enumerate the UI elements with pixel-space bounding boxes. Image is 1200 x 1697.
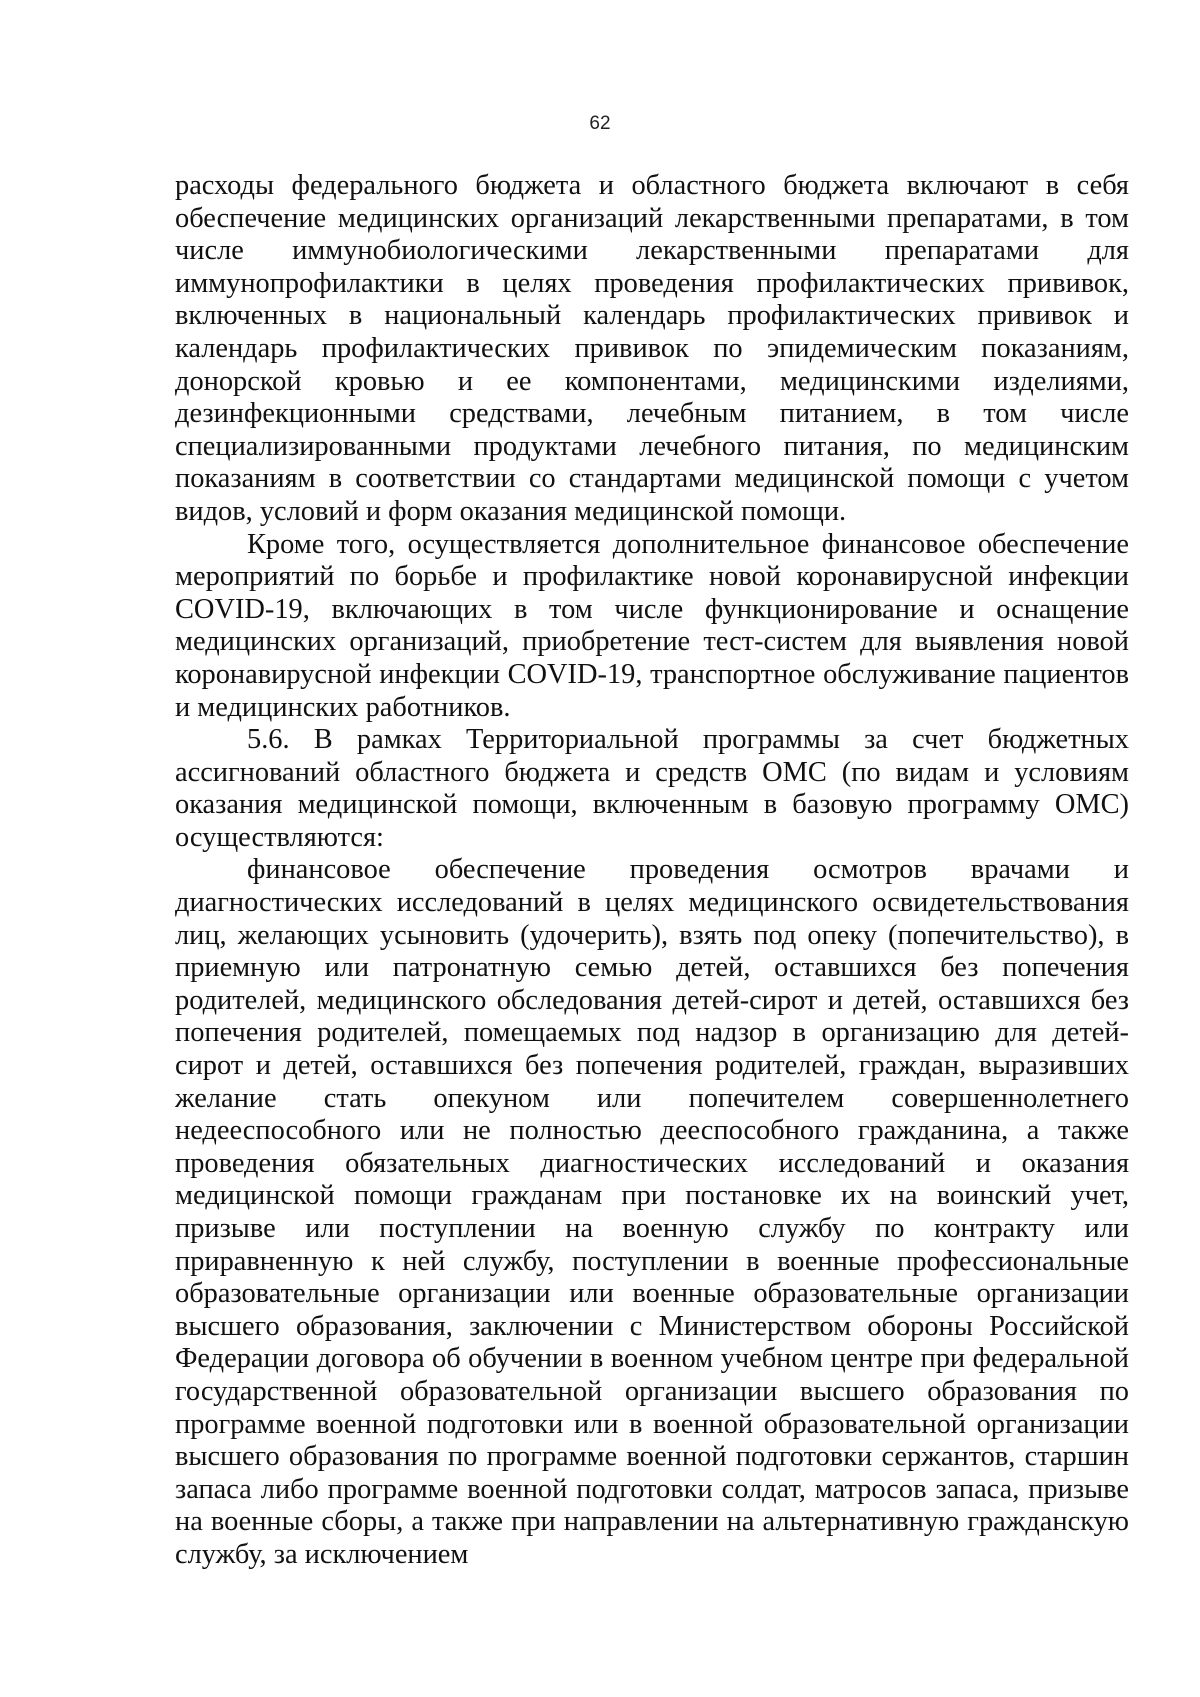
paragraph-expenses: расходы федерального бюджета и областного бюджета включают в себя обеспечение медицинских организаций лекарственными препаратами, в том числе иммунобиологическими лекарственными препаратами для иммунопрофилактики в целях проведения профилактических прививок, включенных в национальный календарь профилактических прививок и календарь профилактических прививок по эпидемическим показаниям, донорской кровью и ее компонентами, медицинскими изделиями, дезинфекционными средствами, лечебным питанием, в том числе специализированными продуктами лечебного питания, по медицинским показаниям в соответствии со стандартами медицинской помощи с учетом видов, условий и форм оказания медицинской помощи.: [175, 170, 1129, 527]
page-number: 62: [589, 113, 611, 134]
paragraph-examinations-funding: финансовое обеспечение проведения осмотров врачами и диагностических исследований в целях медицинского освидетельствования лиц, желающих усыновить (удочерить), взять под опеку (попечительство), в приемную или патронатную семью детей, оставшихся без попечения родителей, медицинского обследования детей-сирот и детей, оставшихся без попечения родителей, помещаемых под надзор в организацию для детей-сирот и детей, оставшихся без попечения родителей, граждан, выразивших желание стать опекуном или попечителем совершеннолетнего недееспособного или не полностью дееспособного гражданина, а также проведения обязательных диагностических исследований и оказания медицинской помощи гражданам при постановке их на воинский учет, призыве или поступлении на военную службу по контракту или приравненную к ней службу, поступлении в военные профессиональные образовательные организации или военные образовательные организации высшего образования, заключении с Министерством обороны Российской Федерации договора об обучении в военном учебном центре при федеральной государственной образовательной организации высшего образования по программе военной подготовки или в военной образовательной организации высшего образования по программе военной подготовки сержантов, старшин запаса либо программе военной подготовки солдат, матросов запаса, призыве на военные сборы, а также при направлении на альтернативную гражданскую службу, за исключением: [175, 854, 1129, 1570]
paragraph-covid-funding: Кроме того, осуществляется дополнительное финансовое обеспечение мероприятий по борьбе и профилактике новой коронавирусной инфекции COVID-19, включающих в том числе функционирование и оснащение медицинских организаций, приобретение тест-систем для выявления новой коронавирусной инфекции COVID-19, транспортное обслуживание пациентов и медицинских работников.: [175, 528, 1129, 723]
document-body: [175, 170, 1129, 1572]
paragraph-section-5-6: 5.6. В рамках Территориальной программы за счет бюджетных ассигнований областного бюджета и средств ОМС (по видам и условиям оказания медицинской помощи, включенным в базовую программу ОМС) осуществляются:: [175, 724, 1129, 853]
